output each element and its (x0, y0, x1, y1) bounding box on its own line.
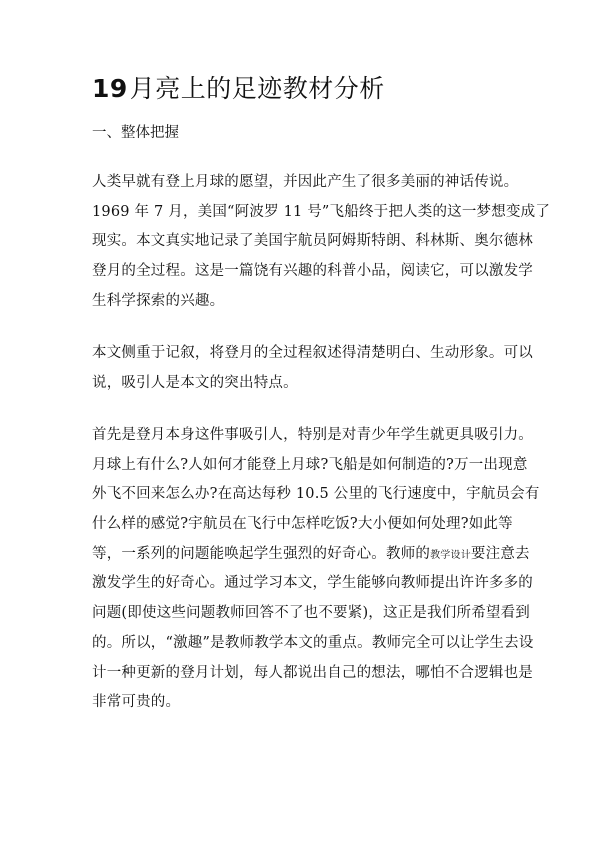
paragraph-line: 说，吸引人是本文的突出特点。 (92, 374, 298, 391)
inline-small-text: 教学设计 (430, 549, 471, 561)
document-title (92, 70, 385, 108)
paragraph-1 (92, 168, 551, 316)
paragraph-2 (92, 339, 533, 398)
title-number: 19 (92, 74, 128, 103)
paragraph-line: 登月的全过程。这是一篇饶有兴趣的科普小品，阅读它，可以激发学 (92, 263, 533, 280)
paragraph-line: 人类早就有登上月球的愿望，并因此产生了很多美丽的神话传说。 (92, 174, 519, 190)
paragraph-line: 非常可贵的。 (92, 694, 181, 711)
paragraph-line: 现实。本文真实地记录了美国宇航员阿姆斯特朗、科林斯、奥尔德林 (92, 233, 533, 250)
title-text: 月亮上的足迹教材分析 (129, 74, 385, 103)
paragraph-line: 首先是登月本身这件事吸引人，特别是对青少年学生就更具吸引力。 (92, 427, 533, 443)
paragraph-line: 问题(即使这些问题教师回答不了也不要紧)，这正是我们所希望看到 (92, 605, 531, 622)
paragraph-line: 1969 年 7 月，美国“阿波罗 11 号”飞船终于把人类的这一梦想变成了 (92, 203, 551, 220)
paragraph-line: 的。所以，“激趣”是教师教学本文的重点。教师完全可以让学生去设 (92, 634, 534, 651)
paragraph-line: 激发学生的好奇心。通过学习本文，学生能够向教师提出许许多多的 (92, 575, 533, 592)
line-text-rest: 要注意去 (470, 545, 530, 562)
paragraph-line: 计一种更新的登月计划，每人都说出自己的想法，哪怕不合逻辑也是 (92, 664, 533, 681)
line-text: 等，一系列的问题能唤起学生强烈的好奇心。教师的 (92, 545, 431, 562)
paragraph-line: 生科学探索的兴趣。 (92, 292, 225, 309)
paragraph-3 (92, 421, 540, 718)
section-heading: 一、整体把握 (92, 125, 179, 141)
paragraph-line: 月球上有什么?人如何才能登上月球?飞船是如何制造的?万一出现意 (92, 456, 528, 473)
paragraph-line-mixed (92, 540, 530, 570)
paragraph-line: 本文侧重于记叙，将登月的全过程叙述得清楚明白、生动形象。可以 (92, 345, 533, 361)
paragraph-line: 外飞不回来怎么办?在高达每秒 10.5 公里的飞行速度中，宇航员会有 (92, 486, 540, 503)
paragraph-line: 什么样的感觉?宇航员在飞行中怎样吃饭?大小便如何处理?如此等 (92, 516, 513, 533)
